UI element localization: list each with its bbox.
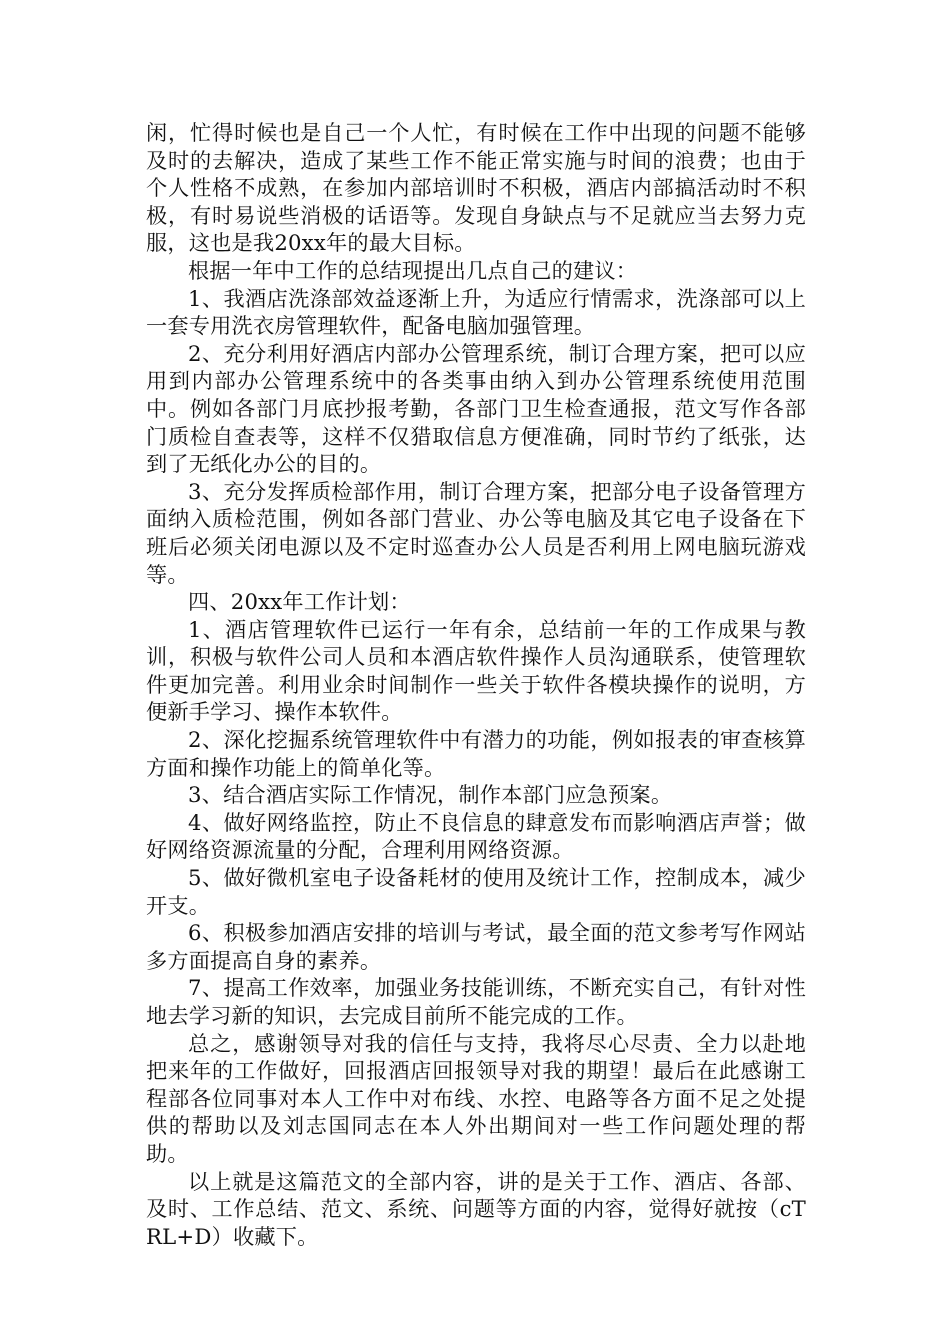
- paragraph-footer-note: 以上就是这篇范文的全部内容，讲的是关于工作、酒店、各部、及时、工作总结、范文、系统、问题等方面的内容，觉得好就按（cTRL+D）收藏下。: [146, 1168, 806, 1249]
- paragraph-suggestions-intro: 根据一年中工作的总结现提出几点自己的建议：: [188, 257, 638, 283]
- section-heading-work-plan: 四、20xx年工作计划：: [188, 589, 411, 615]
- paragraph-plan-1: 1、酒店管理软件已运行一年有余，总结前一年的工作成果与教训，积极与软件公司人员和本酒店软件操作人员沟通联系，使管理软件更加完善。利用业余时间制作一些关于软件各模块操作的说明，方便新手学习、操作本软件。: [146, 616, 806, 725]
- paragraph-suggestion-3: 3、充分发挥质检部作用，制订合理方案，把部分电子设备管理方面纳入质检范围，例如各部门营业、办公等电脑及其它电子设备在下班后必须关闭电源以及不定时巡查办公人员是否利用上网电脑玩游戏等。: [146, 478, 806, 587]
- paragraph-suggestion-2: 2、充分利用好酒店内部办公管理系统，制订合理方案，把可以应用到内部办公管理系统中的各类事由纳入到办公管理系统使用范围中。例如各部门月底抄报考勤，各部门卫生检查通报，范文写作各部门质检自查表等，这样不仅猎取信息方便准确，同时节约了纸张，达到了无纸化办公的目的。: [146, 340, 806, 477]
- paragraph-plan-6: 6、积极参加酒店安排的培训与考试，最全面的范文参考写作网站多方面提高自身的素养。: [146, 920, 806, 973]
- paragraph-continuation: 闲，忙得时候也是自己一个人忙，有时候在工作中出现的问题不能够及时的去解决，造成了某些工作不能正常实施与时间的浪费；也由于个人性格不成熟，在参加内部培训时不积极，酒店内部搞活动时不积极，有时易说些消极的话语等。发现自身缺点与不足就应当去努力克服，这也是我20xx年的最大目标。: [146, 120, 806, 256]
- document-body: [146, 119, 806, 1250]
- paragraph-plan-7: 7、提高工作效率，加强业务技能训练，不断充实自己，有针对性地去学习新的知识，去完成目前所不能完成的工作。: [146, 975, 806, 1028]
- paragraph-conclusion: 总之，感谢领导对我的信任与支持，我将尽心尽责、全力以赴地把来年的工作做好，回报酒店回报领导对我的期望！最后在此感谢工程部各位同事对本人工作中对布线、水控、电路等各方面不足之处提供的帮助以及刘志国同志在本人外出期间对一些工作问题处理的帮助。: [146, 1030, 806, 1166]
- paragraph-plan-4: 4、做好网络监控，防止不良信息的肆意发布而影响酒店声誉；做好网络资源流量的分配，合理利用网络资源。: [146, 809, 806, 863]
- paragraph-suggestion-1: 1、我酒店洗涤部效益逐渐上升，为适应行情需求，洗涤部可以上一套专用洗衣房管理软件，配备电脑加强管理。: [146, 285, 806, 339]
- paragraph-plan-5: 5、做好微机室电子设备耗材的使用及统计工作，控制成本，减少开支。: [146, 865, 806, 918]
- paragraph-plan-3: 3、结合酒店实际工作情况，制作本部门应急预案。: [188, 782, 673, 808]
- paragraph-plan-2: 2、深化挖掘系统管理软件中有潜力的功能，例如报表的审查核算方面和操作功能上的简单化等。: [146, 727, 806, 780]
